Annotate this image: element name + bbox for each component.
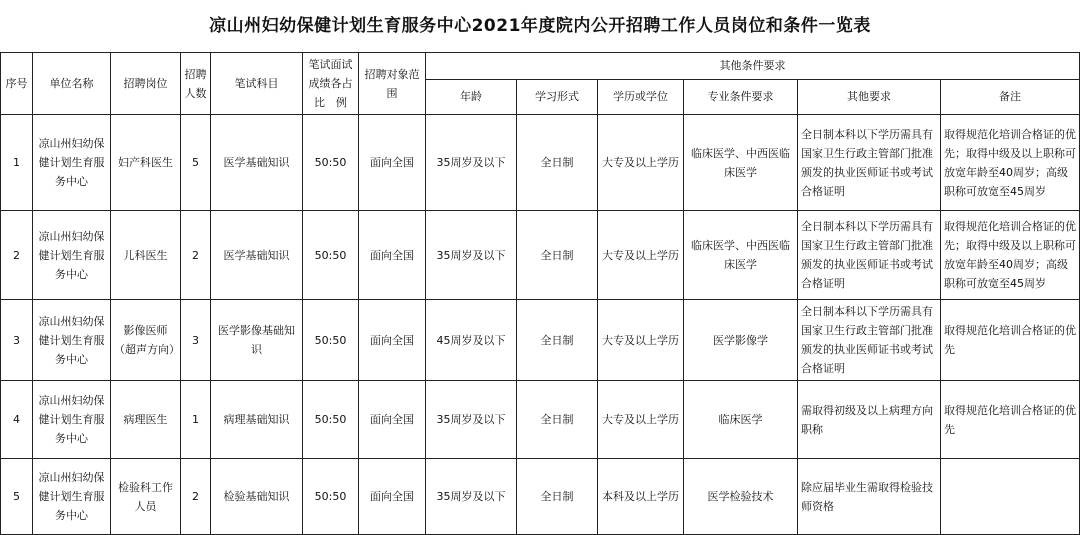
- cell-scope: 面向全国: [359, 300, 426, 381]
- cell-scope: 面向全国: [359, 381, 426, 459]
- header-note: 备注: [941, 79, 1080, 114]
- cell-study-form: 全日制: [517, 459, 598, 535]
- cell-seq: 5: [1, 459, 33, 535]
- cell-other-requirements: 全日制本科以下学历需具有国家卫生行政主管部门批准颁发的执业医师证书或考试合格证明: [798, 211, 941, 300]
- cell-age: 35周岁及以下: [426, 459, 517, 535]
- cell-seq: 3: [1, 300, 33, 381]
- cell-position: 检验科工作人员: [111, 459, 181, 535]
- header-subject: 笔试科目: [211, 53, 303, 115]
- cell-other-requirements: 需取得初级及以上病理方向职称: [798, 381, 941, 459]
- cell-study-form: 全日制: [517, 300, 598, 381]
- cell-education: 大专及以上学历: [598, 300, 684, 381]
- cell-subject: 检验基础知识: [211, 459, 303, 535]
- cell-seq: 4: [1, 381, 33, 459]
- cell-seq: 1: [1, 115, 33, 211]
- cell-position: 儿科医生: [111, 211, 181, 300]
- cell-scope: 面向全国: [359, 211, 426, 300]
- cell-major: 临床医学: [684, 381, 798, 459]
- cell-education: 大专及以上学历: [598, 211, 684, 300]
- cell-subject: 医学基础知识: [211, 115, 303, 211]
- header-unit: 单位名称: [33, 53, 111, 115]
- header-count: 招聘人数: [181, 53, 211, 115]
- cell-other-requirements: 除应届毕业生需取得检验技师资格: [798, 459, 941, 535]
- cell-ratio: 50:50: [303, 381, 359, 459]
- table-row: [1, 115, 1080, 211]
- cell-position: 妇产科医生: [111, 115, 181, 211]
- cell-note: 取得规范化培训合格证的优先；取得中级及以上职称可放宽年龄至40周岁；高级职称可放宽至45周岁: [941, 115, 1080, 211]
- cell-note: 取得规范化培训合格证的优先: [941, 300, 1080, 381]
- header-seq: 序号: [1, 53, 33, 115]
- cell-age: 45周岁及以下: [426, 300, 517, 381]
- table-row: [1, 300, 1080, 381]
- cell-unit: 凉山州妇幼保健计划生育服务中心: [33, 459, 111, 535]
- header-education: 学历或学位: [598, 79, 684, 114]
- cell-scope: 面向全国: [359, 459, 426, 535]
- cell-other-requirements: 全日制本科以下学历需具有国家卫生行政主管部门批准颁发的执业医师证书或考试合格证明: [798, 300, 941, 381]
- cell-unit: 凉山州妇幼保健计划生育服务中心: [33, 115, 111, 211]
- cell-age: 35周岁及以下: [426, 115, 517, 211]
- cell-education: 大专及以上学历: [598, 115, 684, 211]
- table-row: [1, 381, 1080, 459]
- cell-seq: 2: [1, 211, 33, 300]
- cell-major: 临床医学、中西医临床医学: [684, 211, 798, 300]
- cell-study-form: 全日制: [517, 115, 598, 211]
- header-position: 招聘岗位: [111, 53, 181, 115]
- table-row: [1, 459, 1080, 535]
- cell-count: 2: [181, 459, 211, 535]
- cell-unit: 凉山州妇幼保健计划生育服务中心: [33, 211, 111, 300]
- cell-count: 5: [181, 115, 211, 211]
- header-other-requirements: 其他要求: [798, 79, 941, 114]
- cell-major: 医学检验技术: [684, 459, 798, 535]
- cell-position: 影像医师（超声方向）: [111, 300, 181, 381]
- page-title: 凉山州妇幼保健计划生育服务中心2021年度院内公开招聘工作人员岗位和条件一览表: [209, 16, 871, 36]
- header-major: 专业条件要求: [684, 79, 798, 114]
- cell-note: 取得规范化培训合格证的优先；取得中级及以上职称可放宽年龄至40周岁；高级职称可放宽至45周岁: [941, 211, 1080, 300]
- table-row: [1, 211, 1080, 300]
- cell-education: 大专及以上学历: [598, 381, 684, 459]
- header-scope: 招聘对象范围: [359, 53, 426, 115]
- cell-count: 3: [181, 300, 211, 381]
- cell-study-form: 全日制: [517, 211, 598, 300]
- cell-subject: 医学影像基础知识: [211, 300, 303, 381]
- header-other-conditions: 其他条件要求: [426, 53, 1080, 80]
- header-ratio: 笔试面试成绩各占比 例: [303, 53, 359, 115]
- cell-scope: 面向全国: [359, 115, 426, 211]
- cell-count: 2: [181, 211, 211, 300]
- cell-other-requirements: 全日制本科以下学历需具有国家卫生行政主管部门批准颁发的执业医师证书或考试合格证明: [798, 115, 941, 211]
- cell-subject: 医学基础知识: [211, 211, 303, 300]
- cell-note: 取得规范化培训合格证的优先: [941, 381, 1080, 459]
- header-row-1: [1, 53, 1080, 80]
- cell-ratio: 50:50: [303, 459, 359, 535]
- cell-ratio: 50:50: [303, 300, 359, 381]
- header-age: 年龄: [426, 79, 517, 114]
- cell-unit: 凉山州妇幼保健计划生育服务中心: [33, 300, 111, 381]
- cell-count: 1: [181, 381, 211, 459]
- cell-position: 病理医生: [111, 381, 181, 459]
- cell-ratio: 50:50: [303, 115, 359, 211]
- cell-education: 本科及以上学历: [598, 459, 684, 535]
- cell-note: [941, 459, 1080, 535]
- header-study-form: 学习形式: [517, 79, 598, 114]
- recruitment-table: [0, 52, 1080, 535]
- cell-major: 临床医学、中西医临床医学: [684, 115, 798, 211]
- cell-major: 医学影像学: [684, 300, 798, 381]
- cell-age: 35周岁及以下: [426, 381, 517, 459]
- cell-ratio: 50:50: [303, 211, 359, 300]
- cell-subject: 病理基础知识: [211, 381, 303, 459]
- cell-study-form: 全日制: [517, 381, 598, 459]
- cell-age: 35周岁及以下: [426, 211, 517, 300]
- cell-unit: 凉山州妇幼保健计划生育服务中心: [33, 381, 111, 459]
